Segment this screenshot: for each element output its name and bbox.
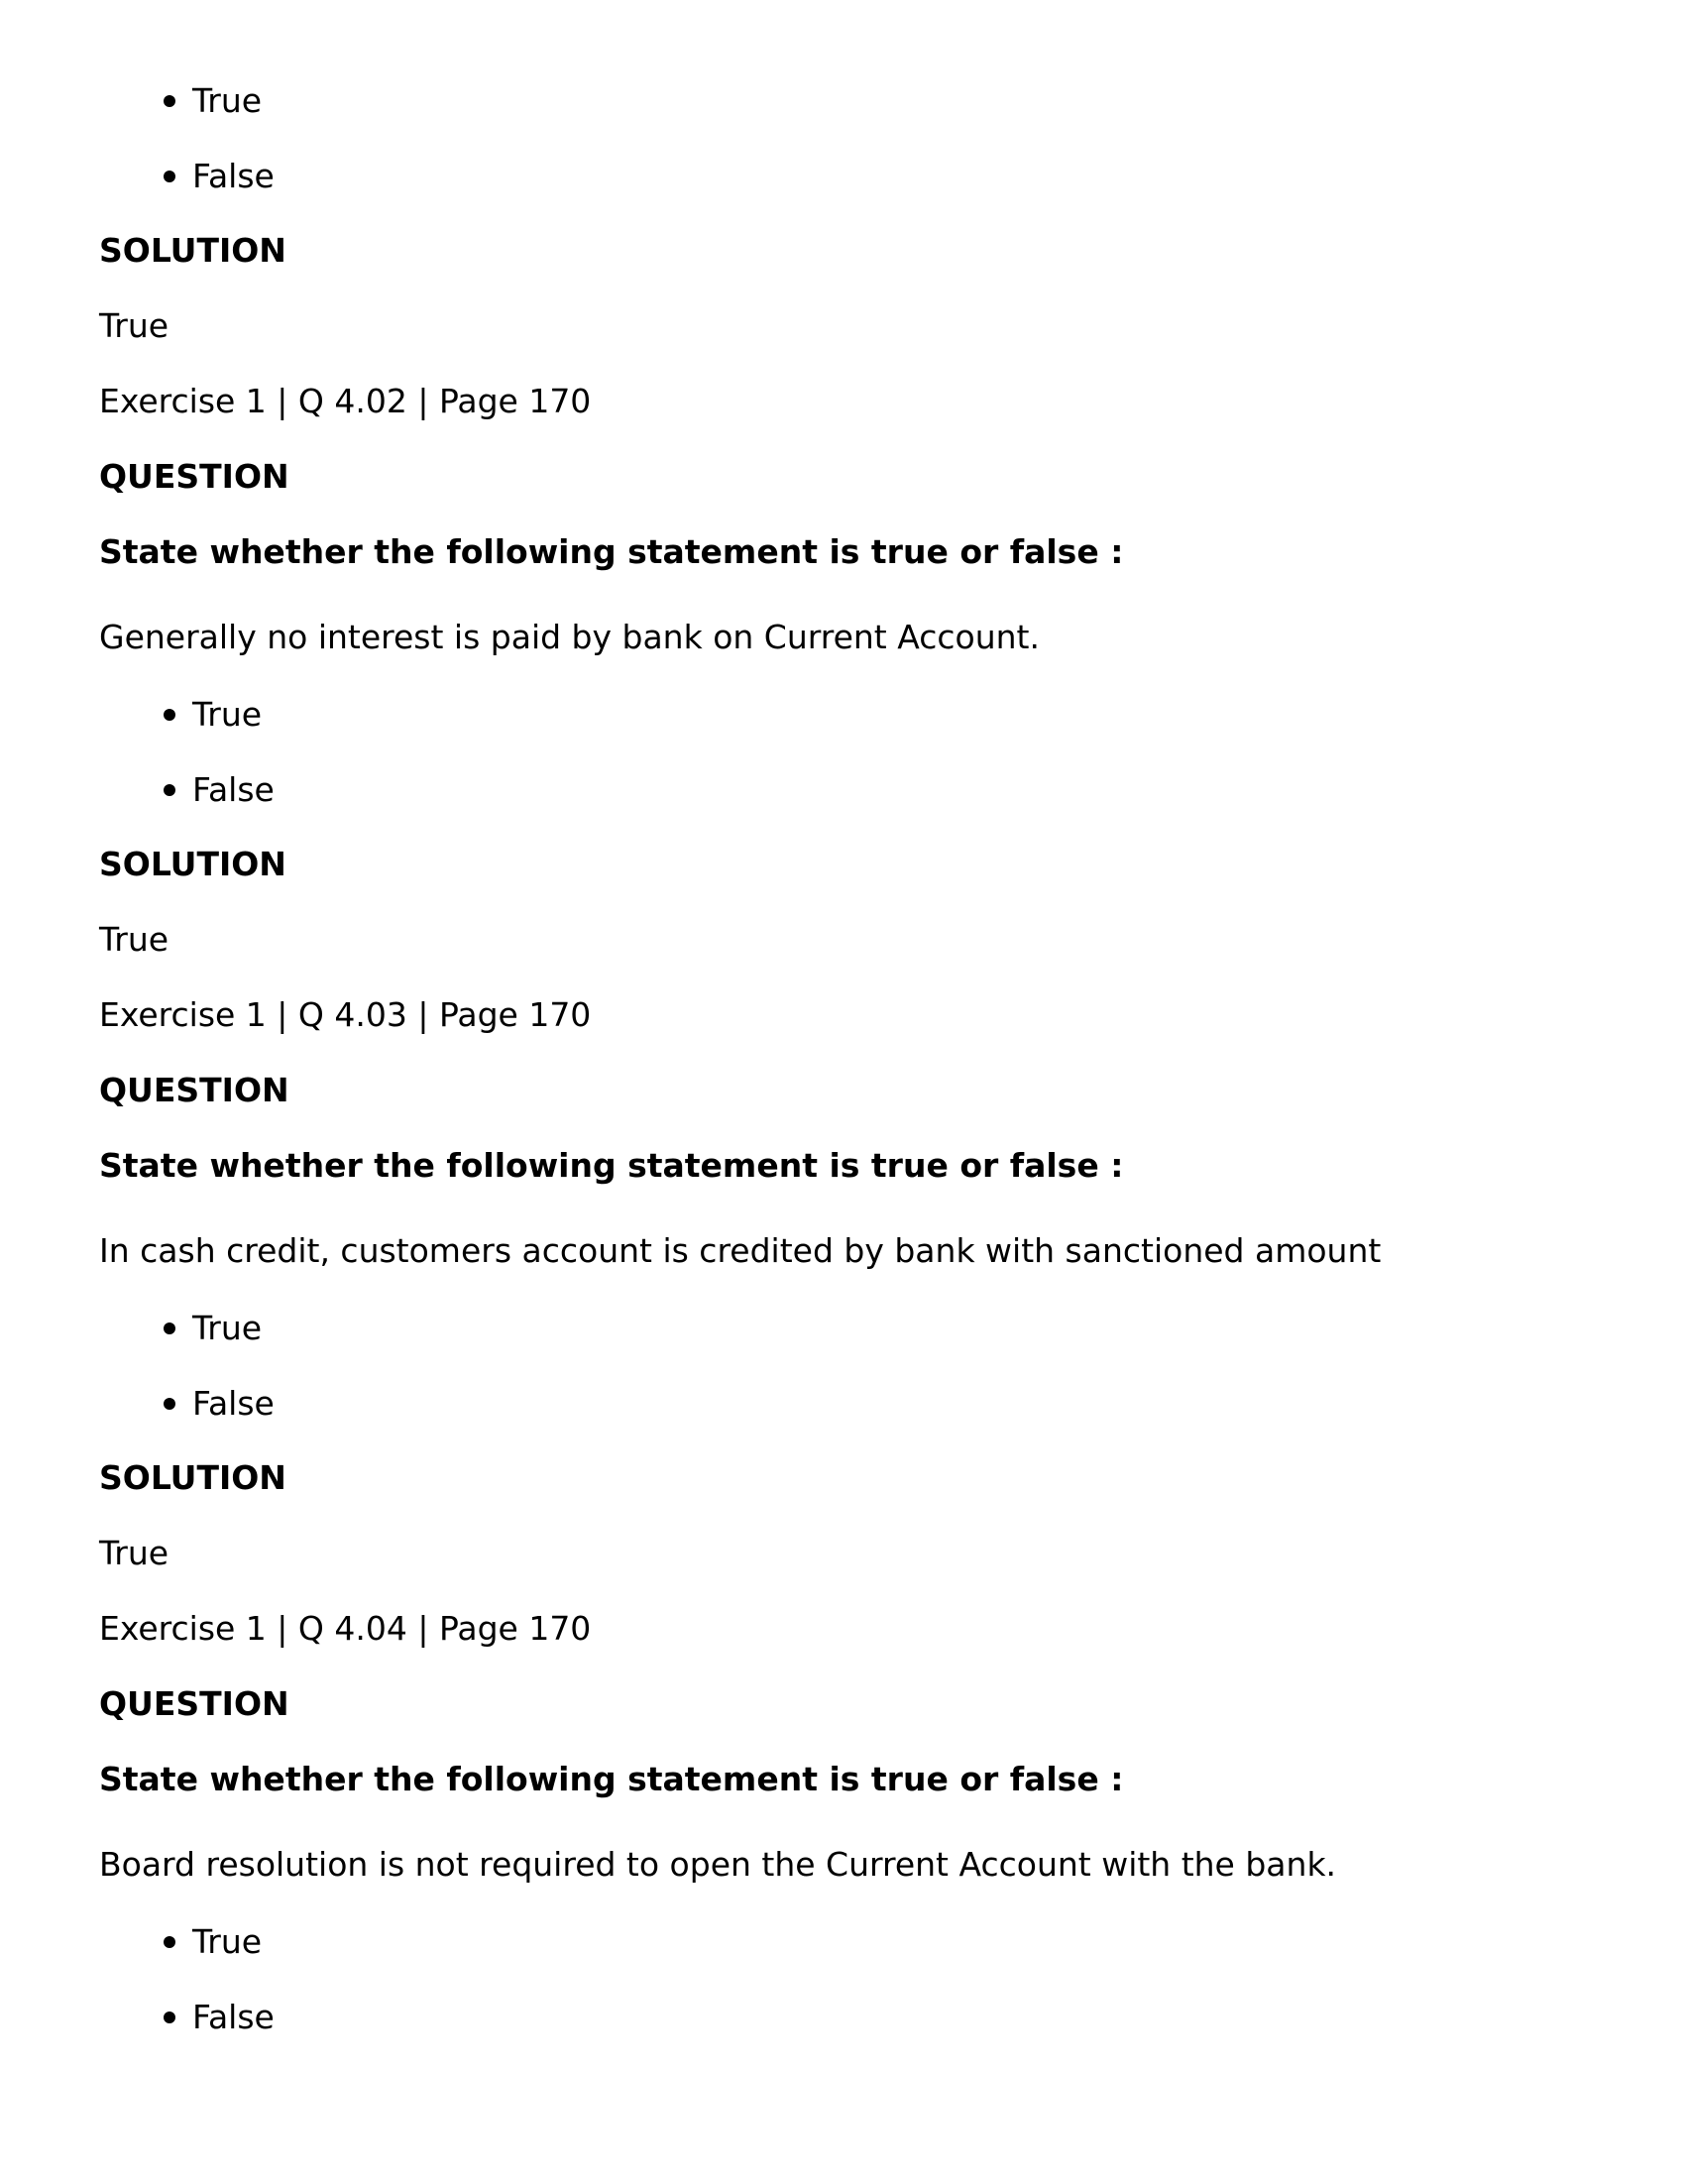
option-bullet: [164, 95, 175, 107]
option-true: True: [192, 1922, 263, 1961]
exercise-reference: Exercise 1 | Q 4.02 | Page 170: [99, 382, 592, 420]
option-false: False: [192, 770, 275, 809]
option-bullet: [164, 709, 175, 721]
option-true: True: [192, 1309, 263, 1347]
question-instruction: State whether the following statement is true or false :: [99, 1760, 1124, 1798]
exercise-reference: Exercise 1 | Q 4.03 | Page 170: [99, 995, 592, 1034]
solution-answer: True: [99, 1534, 169, 1572]
option-bullet: [164, 784, 175, 796]
solution-heading: SOLUTION: [99, 1458, 286, 1497]
solution-answer: True: [99, 306, 169, 345]
question-heading: QUESTION: [99, 1684, 289, 1723]
option-false: False: [192, 1384, 275, 1423]
question-statement: Generally no interest is paid by bank on Current Account.: [99, 618, 1040, 656]
question-heading: QUESTION: [99, 1071, 289, 1109]
option-false: False: [192, 157, 275, 195]
option-true: True: [192, 695, 263, 734]
question-statement: In cash credit, customers account is credited by bank with sanctioned amount: [99, 1231, 1382, 1270]
option-bullet: [164, 2012, 175, 2023]
question-instruction: State whether the following statement is true or false :: [99, 532, 1124, 571]
question-statement: Board resolution is not required to open the Current Account with the bank.: [99, 1845, 1337, 1884]
option-true: True: [192, 81, 263, 120]
exercise-reference: Exercise 1 | Q 4.04 | Page 170: [99, 1609, 592, 1648]
option-bullet: [164, 1322, 175, 1334]
option-bullet: [164, 171, 175, 182]
option-false: False: [192, 1998, 275, 2036]
question-instruction: State whether the following statement is true or false :: [99, 1146, 1124, 1185]
solution-heading: SOLUTION: [99, 231, 286, 270]
option-bullet: [164, 1936, 175, 1948]
option-bullet: [164, 1398, 175, 1410]
question-heading: QUESTION: [99, 457, 289, 496]
solution-heading: SOLUTION: [99, 845, 286, 883]
solution-answer: True: [99, 920, 169, 959]
